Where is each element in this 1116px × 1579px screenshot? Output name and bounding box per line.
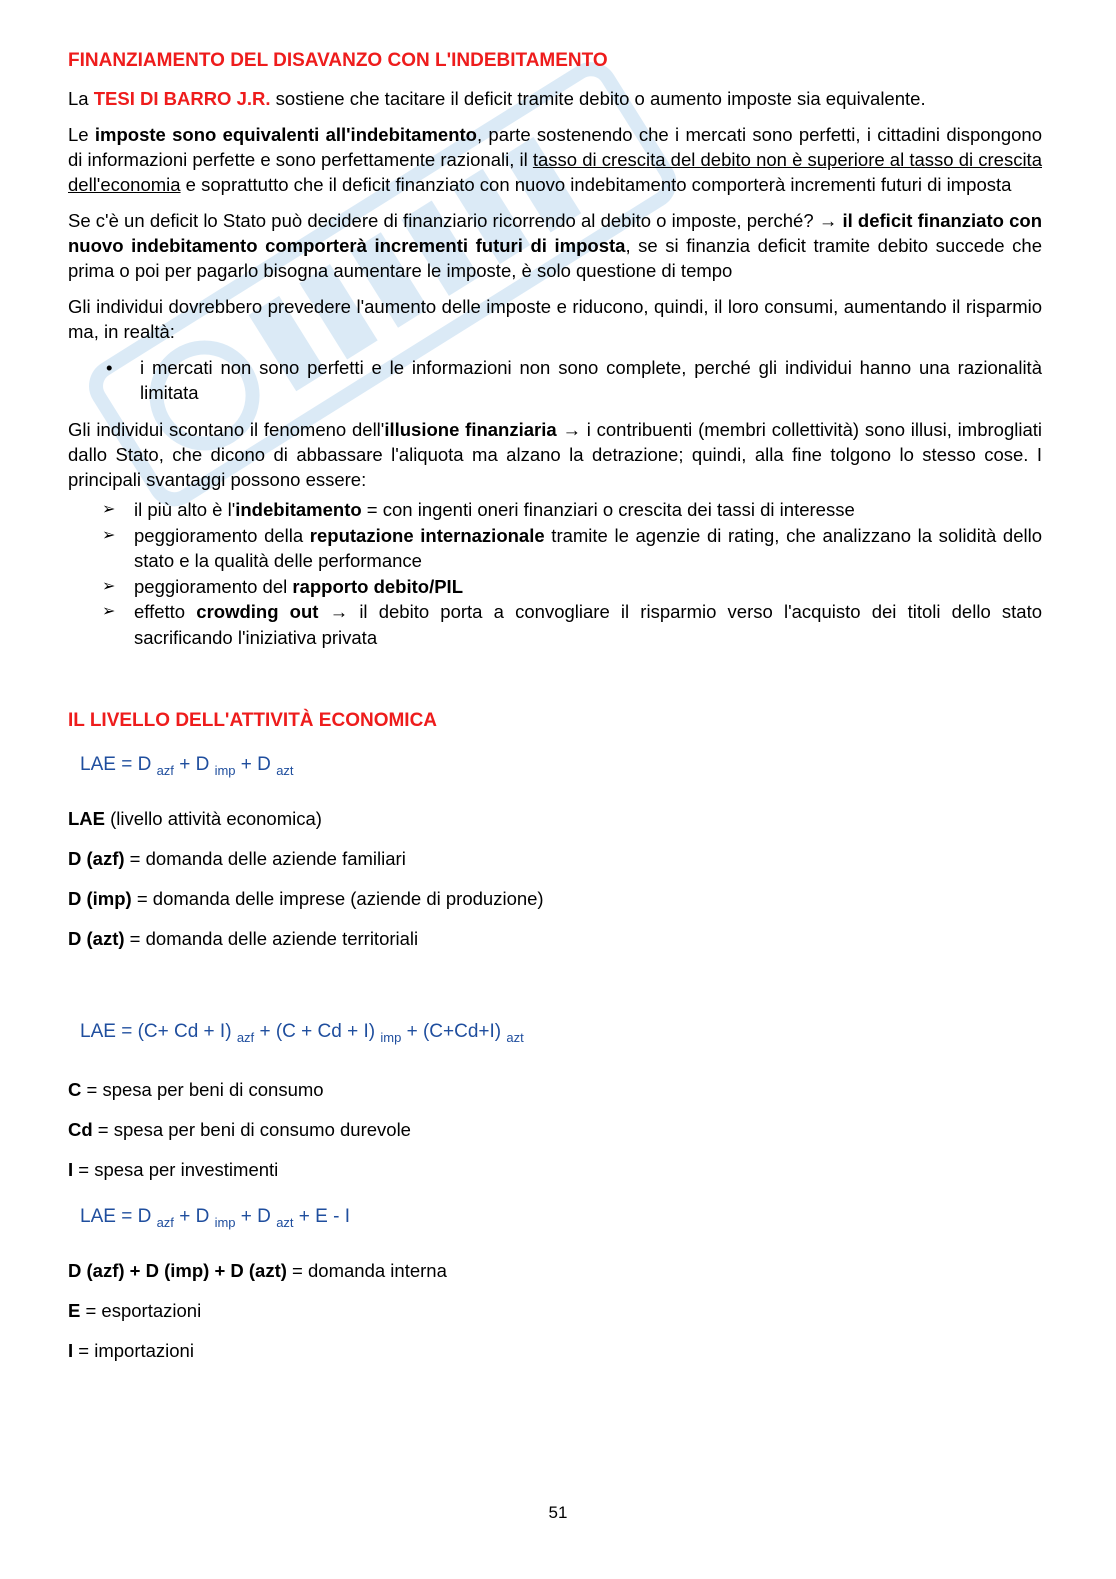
text: Se c'è un deficit lo Stato può decidere di finanziario ricorrendo al debito o imposte, perché? [68, 210, 819, 231]
bold-text: imposte sono equivalenti all'indebitamento [94, 124, 477, 145]
bold-text: indebitamento [235, 499, 362, 520]
definition [68, 1258, 1042, 1283]
formula-text: LAE = D [80, 754, 152, 775]
def-desc: = spesa per investimenti [73, 1159, 279, 1180]
bold-text: rapporto debito/PIL [292, 575, 463, 597]
page-number: 51 [548, 1503, 568, 1522]
text: , parte sostenendo che i mercati sono perfetti, i cittadini dispongono di informazioni perfette e sono perfettamente razionali, il [68, 124, 1042, 170]
formula-lae-1 [80, 754, 1042, 778]
list-item [68, 599, 1042, 650]
list-item-text: i mercati non sono perfetti e le informazioni non sono complete, perché gli individui hanno una razionalità limitata [140, 357, 1042, 403]
paragraph-deficit [68, 208, 1042, 283]
def-term: Cd [68, 1119, 93, 1140]
arrowhead-bullet-icon: ➢ [102, 526, 116, 544]
def-term: LAE [68, 808, 105, 829]
text: peggioramento del [134, 575, 293, 597]
def-desc: = importazioni [73, 1340, 194, 1361]
bullet-list [68, 355, 1042, 405]
def-term: C [68, 1079, 82, 1100]
def-desc: = domanda delle imprese (aziende di produzione) [131, 888, 544, 909]
definition [68, 1077, 1042, 1102]
underlined-text: tasso di crescita del debito non è superiore al tasso di crescita dell'economia [68, 149, 1042, 195]
subscript: azf [156, 1215, 174, 1230]
text: = con ingenti oneri finanziari o crescita dei tassi di interesse [361, 499, 855, 520]
bold-text: reputazione internazionale [309, 524, 545, 546]
paragraph-individui: Gli individui dovrebbero prevedere l'aumento delle imposte e riducono, quindi, il loro consumi, aumentando il risparmio ma, in realtà: [68, 296, 1042, 342]
subscript: azt [276, 1215, 294, 1230]
formula-text: + D [235, 754, 271, 775]
text: sostiene che tacitare il deficit tramite debito o aumento imposte sia equivalente. [270, 88, 926, 109]
arrowhead-bullet-icon: ➢ [102, 577, 116, 595]
def-desc: (livello attività economica) [105, 808, 322, 829]
text: e soprattutto che il deficit finanziato con nuovo indebitamento comporterà incrementi futuri di imposta [180, 174, 1012, 195]
list-item [68, 355, 1042, 405]
subscript: imp [214, 763, 236, 778]
def-term: D (azf) [68, 848, 125, 869]
def-term: D (azt) [68, 928, 125, 949]
text: il più alto è l' [134, 499, 236, 520]
definition [68, 886, 1042, 911]
text: La [68, 88, 94, 109]
paragraph-imposte [68, 122, 1042, 197]
subscript: azf [236, 1030, 255, 1045]
definition [68, 926, 1042, 951]
def-desc: = spesa per beni di consumo [81, 1079, 324, 1100]
def-desc: = esportazioni [80, 1300, 202, 1321]
formula-lae-3 [80, 1206, 1042, 1230]
bold-text: illusione finanziaria [384, 419, 557, 440]
text: effetto [134, 601, 197, 622]
formula-text: + (C + Cd + I) [254, 1021, 376, 1042]
bullet-icon: • [106, 357, 113, 378]
def-desc: = domanda delle aziende familiari [124, 848, 406, 869]
arrow-icon: → [818, 210, 838, 231]
def-term: D (azf) + D (imp) + D (azt) [68, 1260, 287, 1281]
def-desc: = domanda delle aziende territoriali [124, 928, 419, 949]
definition [68, 1157, 1042, 1182]
definition [68, 1298, 1042, 1323]
def-desc: = spesa per beni di consumo durevole [92, 1119, 411, 1140]
subscript: imp [214, 1215, 236, 1230]
subscript: azt [506, 1030, 524, 1045]
subscript: azf [156, 763, 174, 778]
list-item [68, 497, 1042, 523]
text: Gli individui scontano il fenomeno dell' [68, 419, 385, 440]
subscript: imp [380, 1030, 402, 1045]
arrowhead-bullet-icon: ➢ [102, 501, 116, 518]
text: Le [68, 124, 95, 145]
arrow-icon: → [329, 601, 349, 622]
formula-text: + D [235, 1206, 271, 1227]
bold-text: crowding out [196, 601, 319, 622]
def-term: I [68, 1340, 74, 1361]
def-term: I [68, 1159, 74, 1180]
barro-label: TESI DI BARRO J.R. [93, 88, 271, 109]
subscript: azt [276, 763, 294, 778]
text: il debito porta a convogliare il risparmio verso l'acquisto dei titoli dello stato sacrificando l'iniziativa privata [134, 601, 1043, 648]
document-page [68, 50, 1042, 1363]
text: peggioramento della [134, 524, 310, 546]
definition [68, 846, 1042, 871]
text: tramite le agenzie di rating, che analizzano la solidità dello stato e la qualità delle performance [134, 524, 1042, 571]
formula-text: + D [173, 754, 210, 775]
definition [68, 806, 1042, 831]
paragraph-barro [68, 86, 1042, 111]
list-item [68, 523, 1042, 574]
arrowhead-bullet-icon: ➢ [102, 603, 116, 620]
def-desc: = domanda interna [286, 1260, 447, 1281]
def-term: D (imp) [68, 888, 132, 909]
formula-text: + D [173, 1206, 210, 1227]
text: , se si finanzia deficit tramite debito succede che prima o poi per pagarlo bisogna aumentare le imposte, è solo questione di tempo [68, 235, 1042, 281]
formula-lae-2 [80, 1021, 1042, 1045]
section-title-livello: IL LIVELLO DELL'ATTIVITÀ ECONOMICA [68, 710, 438, 731]
formula-text: + E - I [293, 1206, 351, 1227]
definition [68, 1338, 1042, 1363]
list-item [68, 574, 1042, 600]
formula-text: + (C+Cd+I) [401, 1021, 502, 1042]
paragraph-illusione [68, 417, 1042, 492]
text: i contribuenti (membri collettività) sono illusi, imbrogliati dallo Stato, che dicono di abbassare l'aliquota ma alzano la detrazione; quindi, alla fine tolgono lo stesso cose. I principali svantaggi possono essere: [68, 419, 1042, 490]
section-title-disavanzo: FINANZIAMENTO DEL DISAVANZO CON L'INDEBITAMENTO [68, 50, 608, 71]
disadvantages-list [68, 497, 1042, 650]
arrow-icon: → [562, 419, 581, 440]
formula-text: LAE = (C+ Cd + I) [80, 1021, 232, 1042]
formula-text: LAE = D [80, 1206, 152, 1227]
def-term: E [68, 1300, 81, 1321]
definition [68, 1117, 1042, 1142]
bold-text: il deficit finanziato con nuovo indebitamento comporterà incrementi futuri di imposta [68, 210, 1042, 256]
